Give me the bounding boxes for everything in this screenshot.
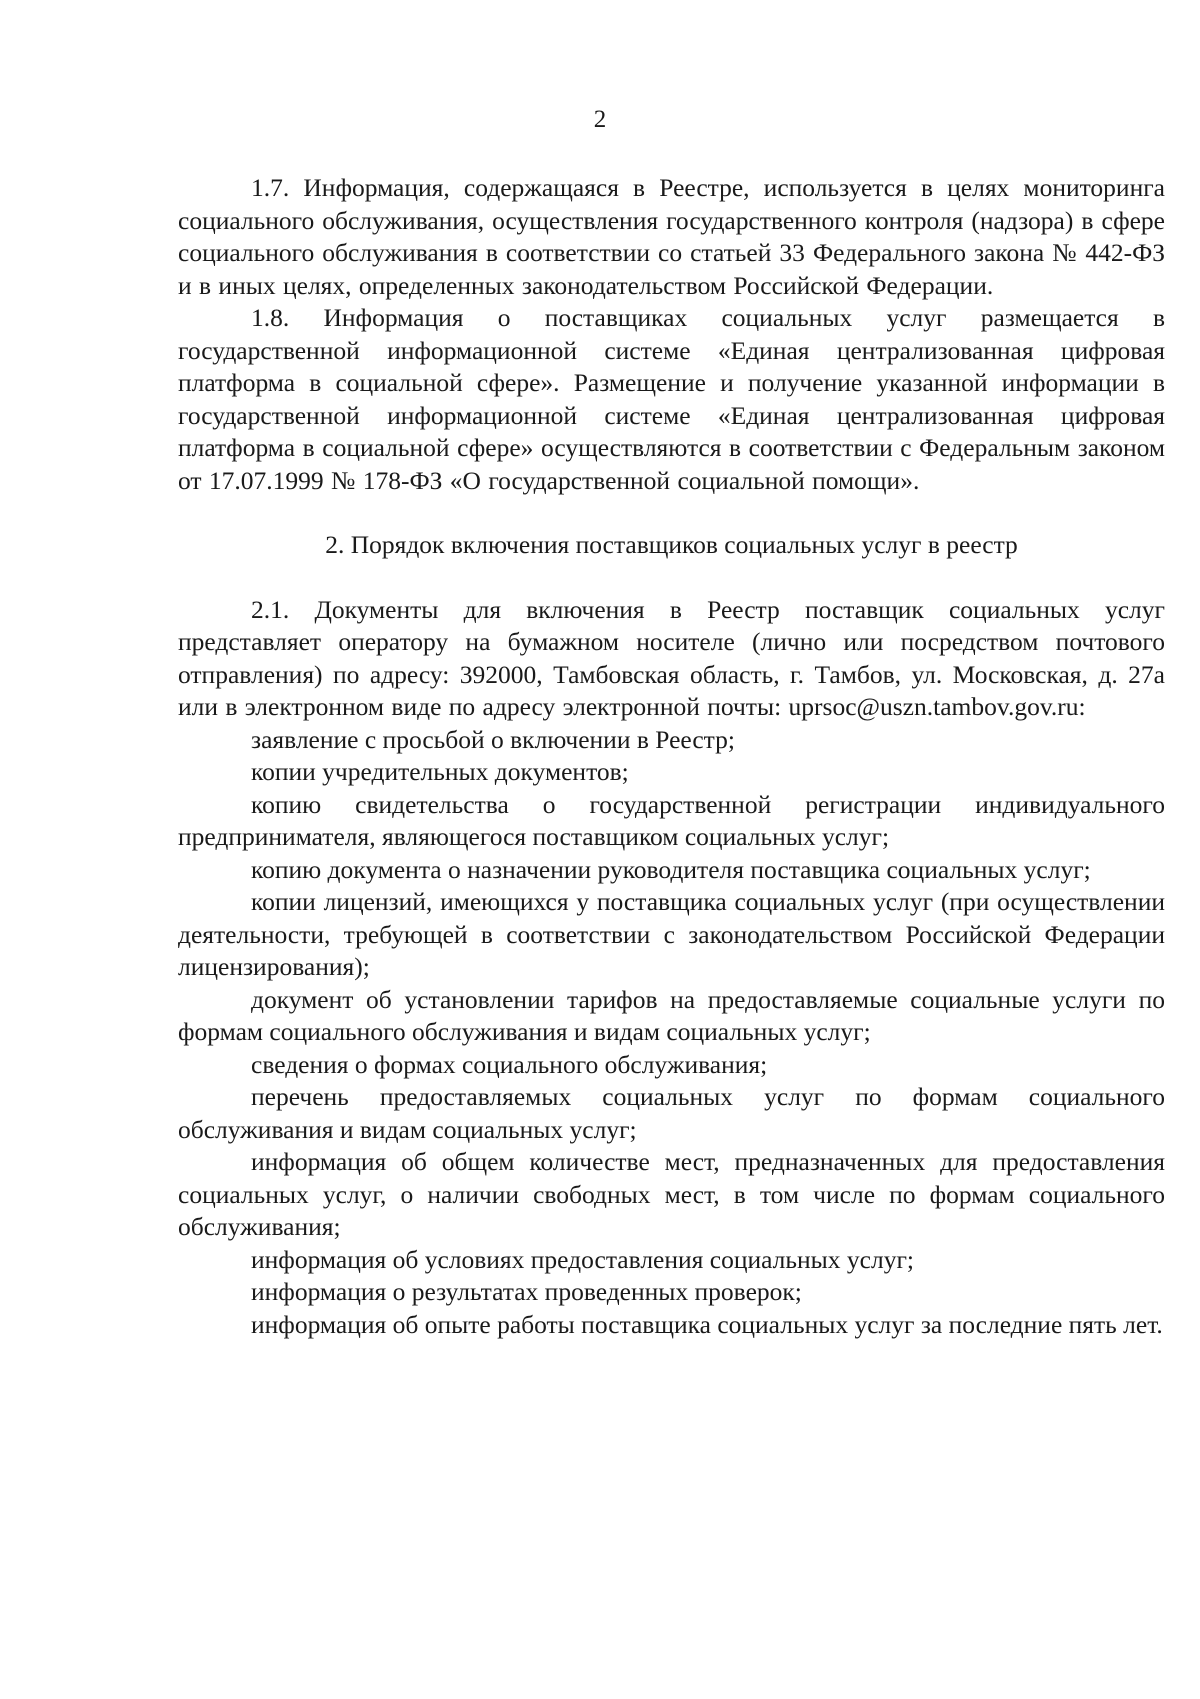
document-body — [178, 172, 1165, 1341]
list-item: копии учредительных документов; — [251, 757, 629, 786]
list-item: заявление с просьбой о включении в Реестр; — [251, 724, 735, 754]
list-item: перечень предоставляемых социальных услуг по формам социального обслуживания и видам социальных услуг; — [178, 1082, 1165, 1144]
list-item: сведения о формах социального обслуживания; — [251, 1049, 768, 1079]
list-item: информация об общем количестве мест, предназначенных для предоставления социальных услуг, о наличии свободных мест, в том числе по формам социального обслуживания; — [178, 1147, 1165, 1241]
list-item: информация о результатах проведенных проверок; — [251, 1277, 802, 1306]
document-list — [178, 724, 1165, 1342]
paragraph-1-8: 1.8. Информация о поставщиках социальных услуг размещается в государственной информационной системе «Единая централизованная цифровая платформа в социальной сфере». Размещение и получение указанной информации в государственной информационной системе «Единая централизованная цифровая платформа в социальной сфере» осуществляются в соответствии с Федеральным законом от 17.07.1999 № 178-ФЗ «О государственной социальной помощи». — [178, 303, 1165, 495]
list-item: информация об опыте работы поставщика социальных услуг за последние пять лет. — [251, 1309, 1163, 1339]
section-heading: 2. Порядок включения поставщиков социальных услуг в реестр — [325, 530, 1018, 559]
page-number: 2 — [593, 106, 607, 133]
list-item: документ об установлении тарифов на предоставляемые социальные услуги по формам социального обслуживания и видам социальных услуг; — [178, 984, 1165, 1046]
list-item: копию свидетельства о государственной регистрации индивидуального предпринимателя, являющегося поставщиком социальных услуг; — [178, 789, 1165, 851]
list-item: копии лицензий, имеющихся у поставщика социальных услуг (при осуществлении деятельности, требующей в соответствии с законодательством Российской Федерации лицензирования); — [178, 887, 1165, 981]
list-item: информация об условиях предоставления социальных услуг; — [251, 1244, 915, 1274]
paragraph-2-1: 2.1. Документы для включения в Реестр поставщик социальных услуг представляет оператору на бумажном носителе (лично или посредством почтового отправления) по адресу: 392000, Тамбовская область, г. Тамбов, ул. Московская, д. 27а или в электронном виде по адресу электронной почты: uprsoc@uszn.tambov.gov.ru: — [178, 594, 1165, 721]
list-item: копию документа о назначении руководителя поставщика социальных услуг; — [251, 854, 1091, 884]
paragraph-1-7: 1.7. Информация, содержащаяся в Реестре, используется в целях мониторинга социального обслуживания, осуществления государственного контроля (надзора) в сфере социального обслуживания в соответствии со статьей 33 Федерального закона № 442-ФЗ и в иных целях, определенных законодательством Российской Федерации. — [178, 173, 1165, 300]
